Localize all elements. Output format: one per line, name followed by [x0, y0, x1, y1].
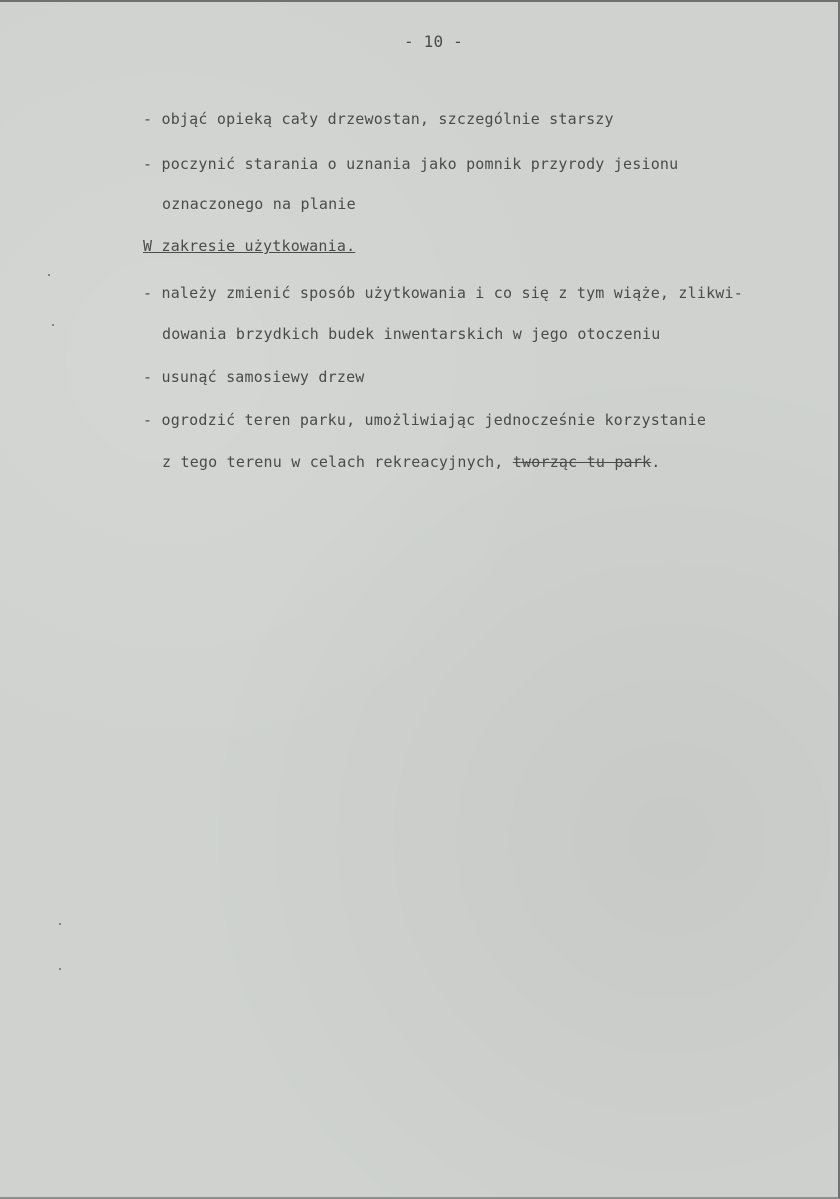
- line-end-period: .: [651, 453, 661, 471]
- section-heading: W zakresie użytkowania.: [143, 237, 356, 255]
- bullet-line-4: - usunąć samosiewy drzew: [143, 368, 365, 386]
- struck-out-text: tworząc tu park: [512, 453, 652, 471]
- scan-speck: [52, 324, 54, 326]
- bullet-line-2: - poczynić starania o uznania jako pomnik przyrody jesionu: [143, 155, 679, 173]
- line-text: z tego terenu w celach rekreacyjnych,: [162, 453, 504, 471]
- bullet-line-3: - należy zmienić sposób użytkowania i co się z tym wiąże, zlikwi-: [143, 284, 743, 302]
- bullet-line-5-continuation: [162, 453, 660, 471]
- bullet-line-3-continuation: dowania brzydkich budek inwentarskich w jego otoczeniu: [162, 325, 661, 343]
- scan-speck: [59, 923, 61, 925]
- bullet-line-5: - ogrodzić teren parku, umożliwiając jednocześnie korzystanie: [143, 411, 707, 429]
- scan-speck: [59, 968, 61, 970]
- bullet-line-2-continuation: oznaczonego na planie: [162, 195, 356, 213]
- bullet-line-1: - objąć opieką cały drzewostan, szczególnie starszy: [143, 110, 614, 128]
- page-number: - 10 -: [404, 32, 463, 51]
- scan-speck: [48, 274, 50, 276]
